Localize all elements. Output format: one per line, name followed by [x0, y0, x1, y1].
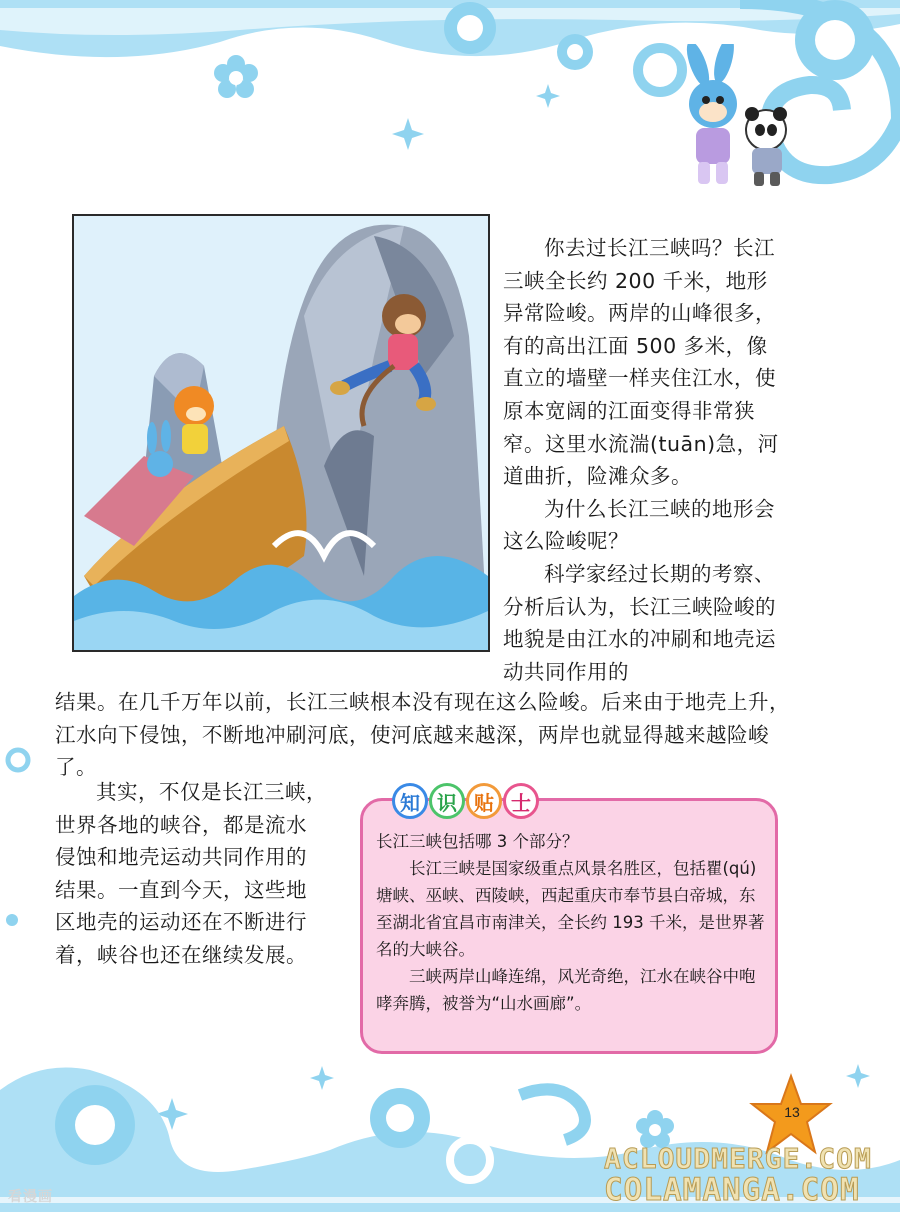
knowledge-tips-title	[392, 783, 539, 819]
paragraph-question: 为什么长江三峡的地形会这么险峻呢？	[503, 496, 775, 554]
paragraph-canyons: 其实，不仅是长江三峡，世界各地的峡谷，都是流水侵蚀和地壳运动共同作用的结果。一直到今天，这些地区地壳的运动还在不断进行着，峡谷也还在继续发展。	[55, 780, 327, 967]
paragraph-science-start: 科学家经过长期的考察、分析后认为，长江三峡险峻的地貌是由江水的冲刷和地壳运动共同作用的	[503, 561, 776, 684]
tips-title-char: 贴	[466, 783, 502, 819]
tips-title-char: 识	[429, 783, 465, 819]
watermark-corner: 看漫画	[8, 1189, 53, 1205]
three-gorges-illustration	[72, 214, 490, 652]
tips-title-char: 士	[503, 783, 539, 819]
article-continuation	[55, 686, 795, 784]
paragraph-intro: 你去过长江三峡吗？长江三峡全长约 200 千米，地形异常险峻。两岸的山峰很多，有的高出江面 500 多米，像直立的墙壁一样夹住江水，使原本宽阔的江面变得非常狭窄。这里水流湍(tuān)急，河道曲折，险滩众多。	[503, 236, 779, 489]
mascot-characters-illustration	[668, 44, 798, 194]
watermark-acloudmerge: ACLOUDMERGE.COM	[604, 1142, 872, 1175]
tips-paragraph: 三峡两岸山峰连绵，风光奇绝，江水在峡谷中咆哮奔腾，被誉为“山水画廊”。	[376, 967, 756, 1013]
knowledge-tips-body	[376, 828, 768, 1017]
page-number: 13	[784, 1104, 800, 1120]
paragraph-science-continued: 结果。在几千万年以前，长江三峡根本没有现在这么险峻。后来由于地壳上升，江水向下侵蚀，不断地冲刷河底，使河底越来越深，两岸也就显得越来越险峻了。	[55, 690, 790, 780]
tips-paragraph: 长江三峡是国家级重点风景名胜区，包括瞿(qú)塘峡、巫峡、西陵峡，西起重庆市奉节县白帝城，东至湖北省宜昌市南津关，全长约 193 千米，是世界著名的大峡谷。	[376, 859, 765, 959]
article-right-column	[503, 232, 787, 688]
tips-question: 长江三峡包括哪 3 个部分？	[376, 832, 579, 851]
watermark-colamanga: COLAMANGA.COM	[604, 1172, 860, 1208]
article-left-column	[55, 776, 327, 972]
tips-title-char: 知	[392, 783, 428, 819]
